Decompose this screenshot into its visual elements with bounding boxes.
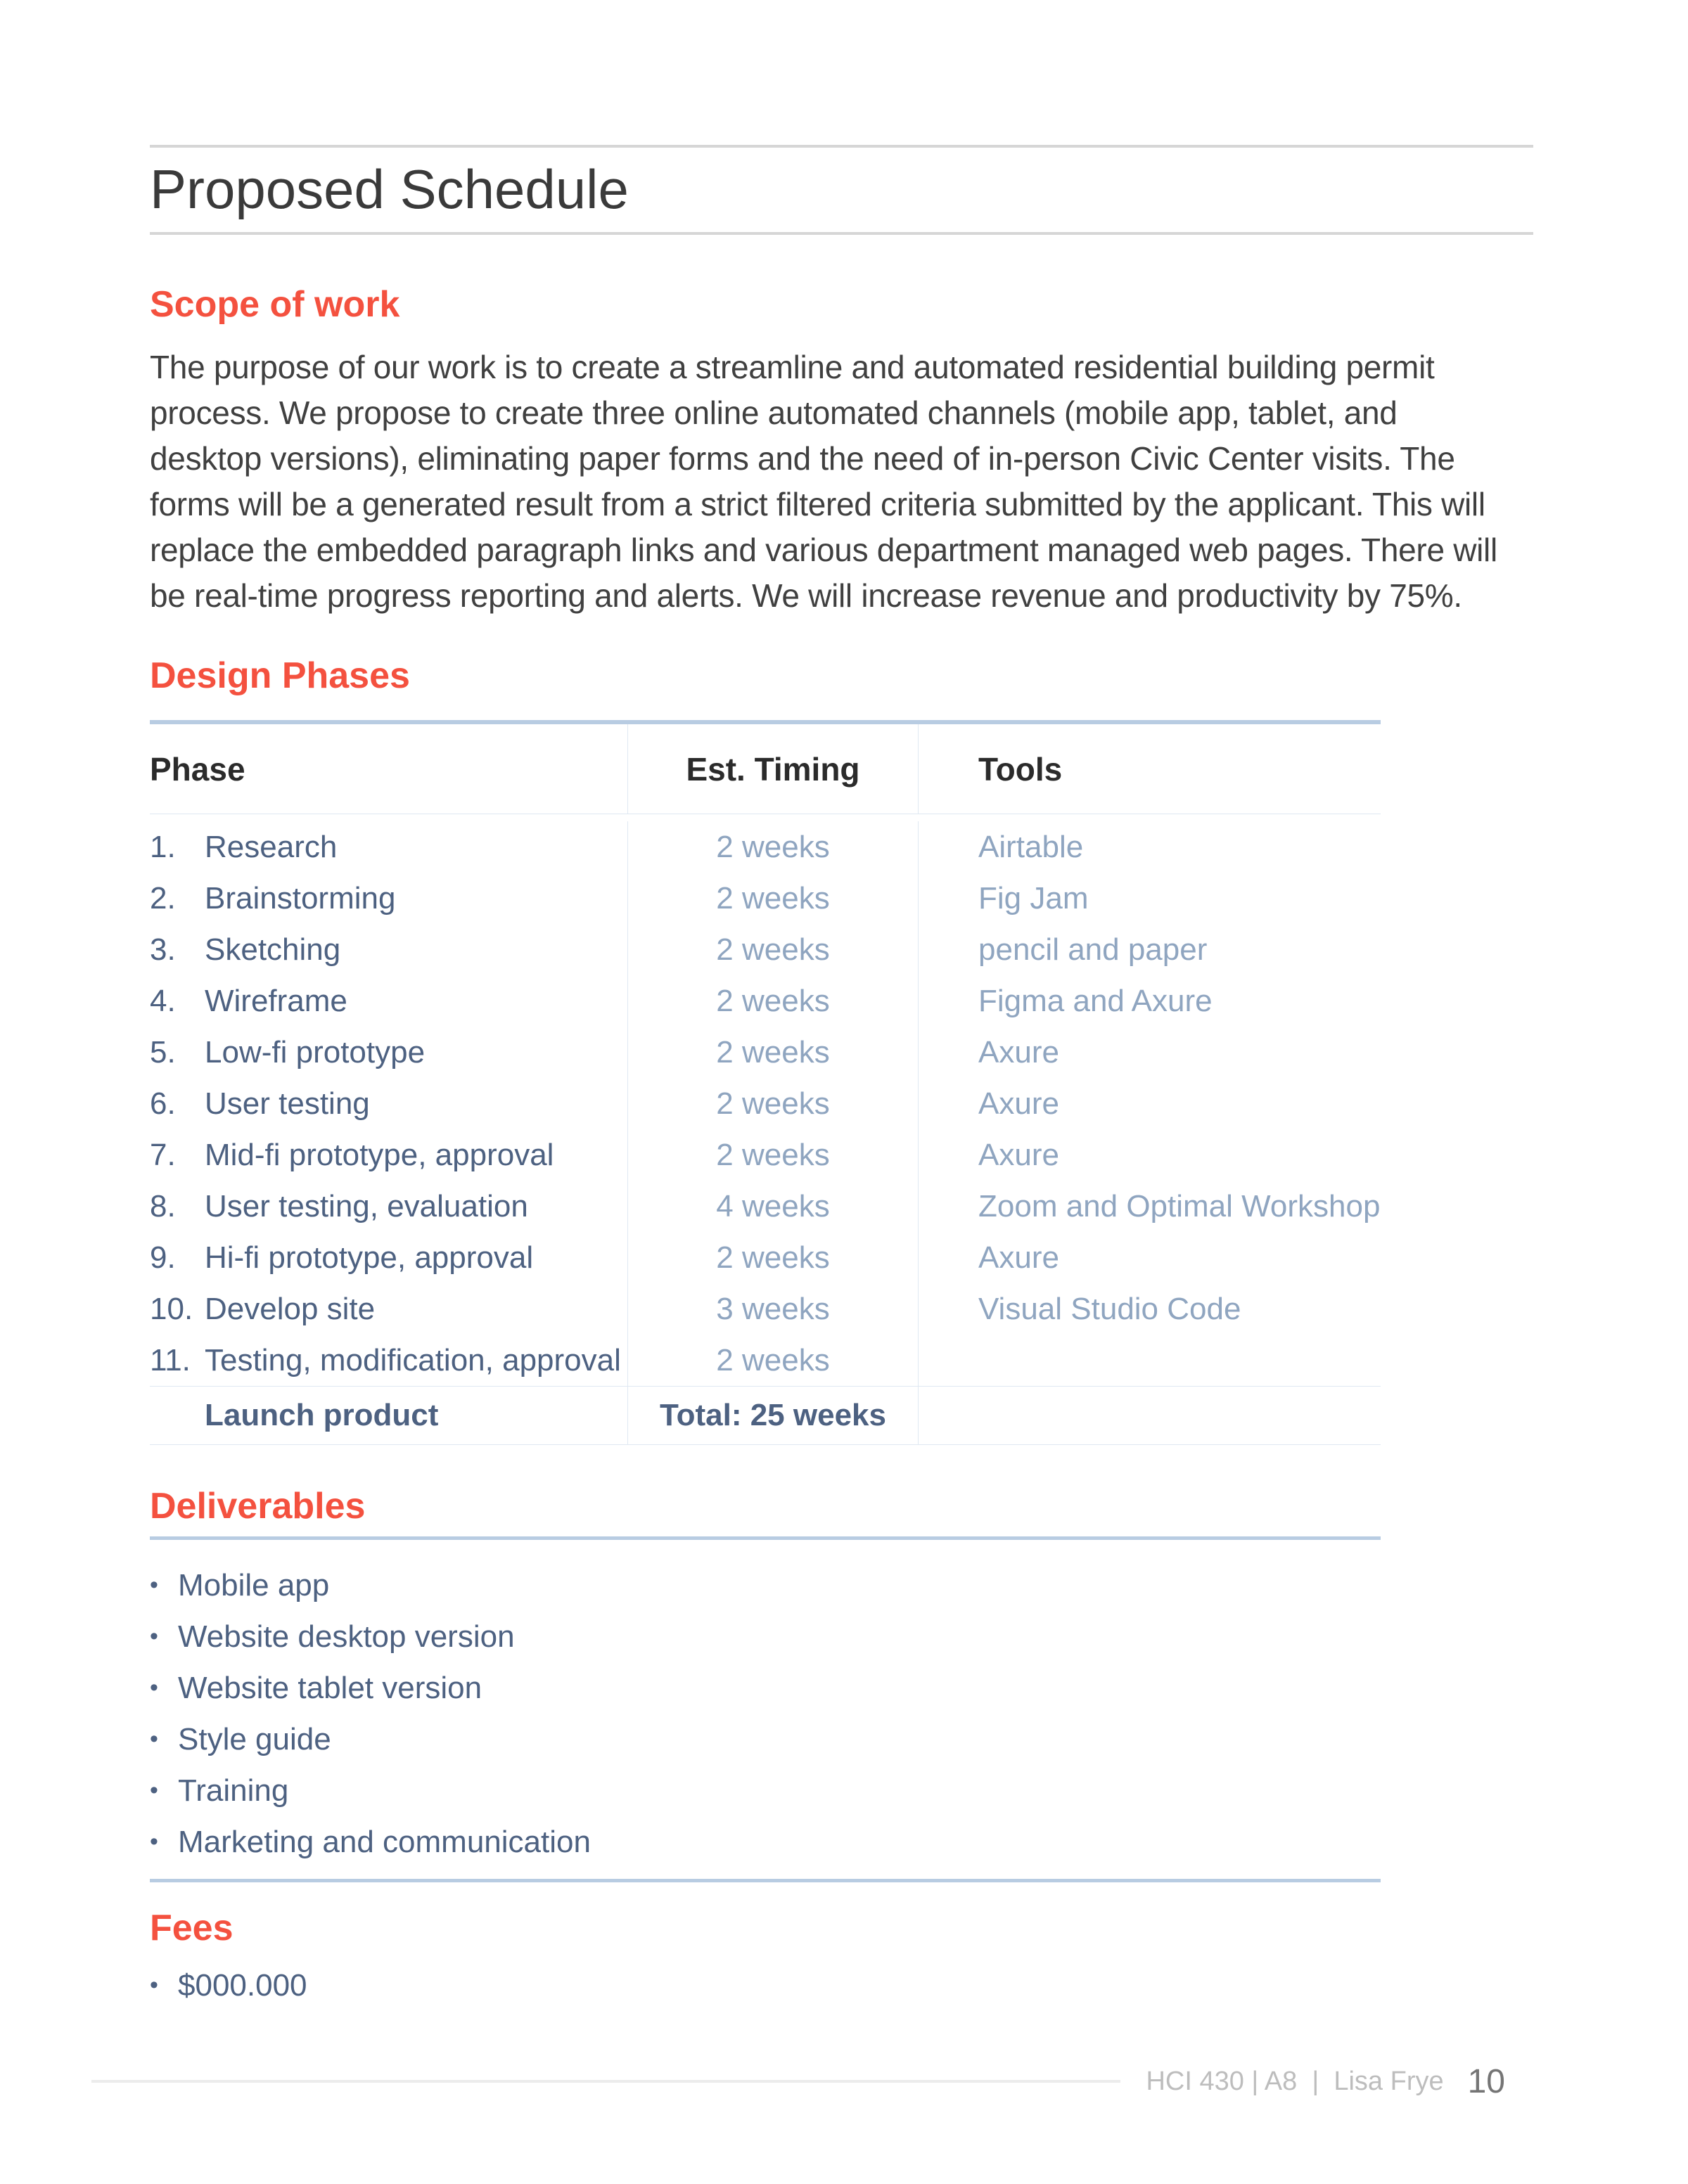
table-header-row (150, 724, 1381, 814)
deliverables-section (150, 1486, 1533, 1868)
row-number: 9. (150, 1240, 176, 1275)
table-row (150, 975, 1381, 1027)
bullet-icon: • (150, 1972, 158, 1998)
phase-cell (150, 1078, 627, 1129)
tools-cell: Figma and Axure (918, 975, 1381, 1027)
table-row (150, 873, 1381, 924)
table-row (150, 1078, 1381, 1129)
row-number: 2. (150, 880, 176, 916)
phase-name: Mid-fi prototype, approval (205, 1137, 554, 1172)
design-phases-table (150, 720, 1381, 1445)
bullet-icon: • (150, 1572, 158, 1598)
total-tools-cell (918, 1387, 1381, 1444)
column-header-phase: Phase (150, 750, 245, 788)
table-body (150, 814, 1381, 1386)
phase-cell (150, 873, 627, 924)
fees-section (150, 1879, 1533, 2011)
bullet-icon: • (150, 1828, 158, 1855)
content-column (150, 0, 1533, 2011)
total-phase-cell: Launch product (205, 1398, 439, 1432)
list-item-label: Website tablet version (178, 1670, 482, 1705)
phase-name: Develop site (205, 1291, 376, 1326)
phase-cell (150, 975, 627, 1027)
table-row (150, 1181, 1381, 1232)
timing-cell: 2 weeks (627, 821, 918, 873)
design-phases-section (150, 655, 1533, 1445)
row-number: 4. (150, 983, 176, 1018)
row-number: 1. (150, 829, 176, 864)
phase-name: Sketching (205, 932, 341, 967)
tools-cell: Airtable (918, 821, 1381, 873)
table-row (150, 1283, 1381, 1335)
list-item-label: Mobile app (178, 1567, 330, 1602)
row-number: 3. (150, 932, 176, 967)
fees-heading: Fees (150, 1908, 234, 1948)
timing-cell: 2 weeks (627, 975, 918, 1027)
row-number: 11. (150, 1342, 191, 1377)
list-item (150, 1611, 1533, 1662)
footer-divider (91, 2080, 1120, 2083)
list-item (150, 1714, 1533, 1765)
page-title-block (150, 145, 1533, 235)
tools-cell: pencil and paper (918, 924, 1381, 975)
phase-cell (150, 821, 627, 873)
phase-name: Wireframe (205, 983, 347, 1018)
list-item (150, 1765, 1533, 1816)
table-row (150, 1129, 1381, 1181)
list-item (150, 1960, 1533, 2011)
footer-course-info: HCI 430 | A8 | Lisa Frye (1146, 2066, 1444, 2096)
row-number: 5. (150, 1034, 176, 1069)
fees-list (150, 1960, 1533, 2011)
page-footer (91, 2063, 1505, 2100)
table-row (150, 821, 1381, 873)
phase-cell (150, 1181, 627, 1232)
phase-name: User testing, evaluation (205, 1188, 528, 1223)
column-header-est-timing: Est. Timing (627, 724, 918, 814)
table-total-row (150, 1386, 1381, 1445)
section-divider (150, 1879, 1381, 1882)
timing-cell: 2 weeks (627, 1129, 918, 1181)
list-item-label: Style guide (178, 1721, 331, 1756)
tools-cell: Visual Studio Code (918, 1283, 1381, 1335)
table-row (150, 1335, 1381, 1386)
row-number: 6. (150, 1086, 176, 1121)
timing-cell: 2 weeks (627, 1078, 918, 1129)
deliverables-list (150, 1560, 1533, 1868)
bullet-icon: • (150, 1623, 158, 1650)
phase-name: Research (205, 829, 338, 864)
table-row (150, 1027, 1381, 1078)
footer-page-number: 10 (1467, 2062, 1505, 2100)
tools-cell: Zoom and Optimal Workshop (918, 1181, 1381, 1232)
scope-of-work-section (150, 284, 1533, 619)
list-item-label: Training (178, 1773, 289, 1808)
phase-name: Brainstorming (205, 880, 396, 916)
row-number: 7. (150, 1137, 176, 1172)
timing-cell: 2 weeks (627, 924, 918, 975)
row-number: 8. (150, 1188, 176, 1223)
bullet-icon: • (150, 1726, 158, 1752)
phase-name: Low-fi prototype (205, 1034, 426, 1069)
timing-cell: 2 weeks (627, 1335, 918, 1386)
tools-cell (918, 1335, 1381, 1386)
scope-of-work-paragraph: The purpose of our work is to create a streamline and automated residential building permit process. We propose to create three online automated channels (mobile app, tablet, and desktop versions), eliminating paper forms and the need of in-person Civic Center visits. The forms will be a generated result from a strict filtered criteria submitted by the applicant. This will replace the embedded paragraph links and various department managed web pages. There will be real-time progress reporting and alerts. We will increase revenue and productivity by 75%. (150, 349, 1497, 614)
design-phases-heading: Design Phases (150, 655, 410, 696)
tools-cell: Axure (918, 1129, 1381, 1181)
bullet-icon: • (150, 1777, 158, 1804)
timing-cell: 2 weeks (627, 873, 918, 924)
tools-cell: Axure (918, 1078, 1381, 1129)
phase-cell (150, 1232, 627, 1283)
phase-name: Testing, modification, approval (205, 1342, 621, 1377)
total-timing-cell: Total: 25 weeks (627, 1387, 918, 1444)
list-item-label: $000.000 (178, 1967, 307, 2003)
page-title: Proposed Schedule (150, 158, 629, 220)
phase-cell (150, 1027, 627, 1078)
timing-cell: 4 weeks (627, 1181, 918, 1232)
column-header-tools: Tools (918, 724, 1381, 814)
phase-cell (150, 1335, 627, 1386)
phase-name: User testing (205, 1086, 370, 1121)
phase-name: Hi-fi prototype, approval (205, 1240, 534, 1275)
scope-of-work-heading: Scope of work (150, 284, 400, 325)
timing-cell: 3 weeks (627, 1283, 918, 1335)
row-number: 10. (150, 1291, 193, 1326)
table-row (150, 924, 1381, 975)
deliverables-heading: Deliverables (150, 1486, 366, 1527)
phase-cell (150, 1283, 627, 1335)
timing-cell: 2 weeks (627, 1232, 918, 1283)
tools-cell: Axure (918, 1232, 1381, 1283)
phase-cell (150, 924, 627, 975)
tools-cell: Fig Jam (918, 873, 1381, 924)
list-item (150, 1816, 1533, 1868)
section-divider (150, 1536, 1381, 1540)
list-item (150, 1662, 1533, 1714)
list-item (150, 1560, 1533, 1611)
timing-cell: 2 weeks (627, 1027, 918, 1078)
tools-cell: Axure (918, 1027, 1381, 1078)
list-item-label: Marketing and communication (178, 1824, 591, 1859)
list-item-label: Website desktop version (178, 1619, 515, 1654)
table-row (150, 1232, 1381, 1283)
phase-cell (150, 1129, 627, 1181)
bullet-icon: • (150, 1674, 158, 1701)
